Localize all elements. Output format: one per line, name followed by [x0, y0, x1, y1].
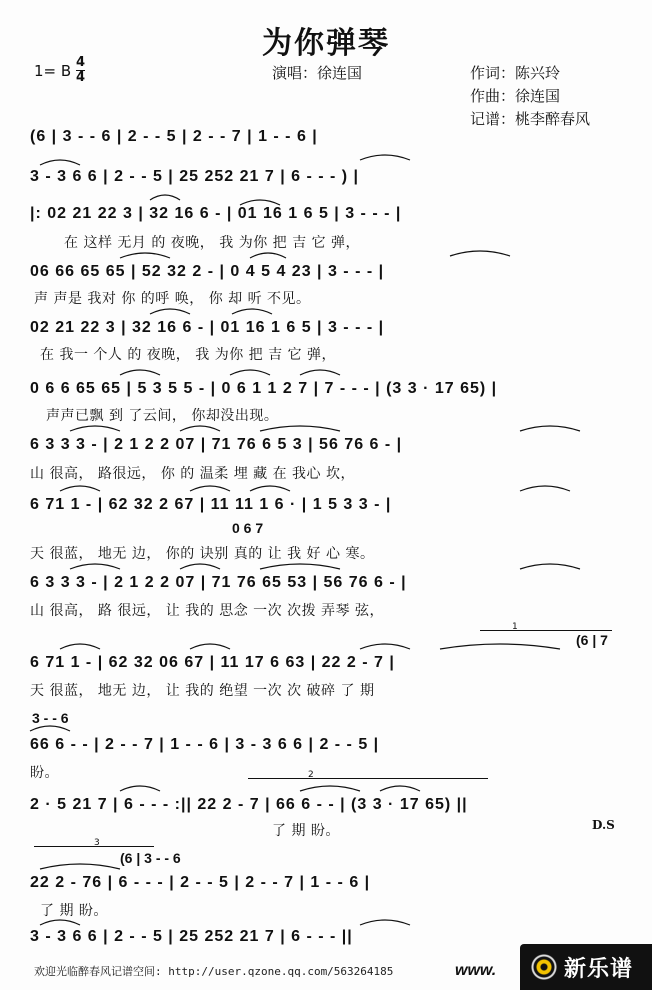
composer-credit: 作曲：徐连国: [470, 87, 561, 105]
lyric-line: 盼。: [30, 765, 59, 781]
time-signature-top: 4: [76, 55, 86, 70]
notation-line: 02 21 22 3 | 32 16 6 - | 01 16 1 6 5 | 3 - - - |: [30, 319, 385, 336]
slur: [120, 253, 170, 258]
lyric-line: 了 期 盼。: [40, 903, 108, 919]
slur: [120, 370, 160, 375]
slur: [360, 644, 410, 649]
time-signature-bottom: 4: [76, 70, 86, 85]
lyric-line: 在 这样 无月 的 夜晚， 我 为你 把 吉 它 弹，: [64, 235, 361, 251]
notation-line: |: 02 21 22 3 | 32 16 6 - | 01 16 1 6 5 | 3 - - - |: [30, 205, 402, 222]
lyricist-credit: 作词：陈兴玲: [470, 64, 561, 82]
slur: [440, 644, 560, 649]
slur: [360, 920, 410, 925]
song-title: 为你弹琴: [262, 26, 390, 61]
notation-line: 6 3 3 3 - | 2 1 2 2 07 | 71 76 6 5 3 | 56 76 6 - |: [30, 436, 403, 453]
alt-notation: 0 6 7: [232, 520, 264, 536]
notation-line: 66 6 - - | 2 - - 7 | 1 - - 6 | 3 - 3 6 6 | 2 - - 5 |: [30, 736, 380, 753]
logo: [520, 944, 652, 990]
logo-text: 新乐谱: [564, 957, 634, 982]
slur: [260, 426, 340, 431]
transcriber-credit: 记谱：桃李醉春风: [470, 110, 591, 128]
slur: [60, 486, 100, 491]
slur: [360, 155, 410, 160]
disc-icon: [528, 951, 560, 983]
slur: [40, 864, 120, 869]
key-signature: 1= B: [34, 62, 72, 80]
slur: [40, 920, 80, 925]
slur: [250, 253, 286, 258]
slur: [232, 309, 272, 314]
notation-line: 22 2 - 76 | 6 - - - | 2 - - 5 | 2 - - 7 | 1 - - 6 |: [30, 874, 371, 891]
notation-line: 06 66 65 65 | 52 32 2 - | 0 4 5 4 23 | 3 - - - |: [30, 263, 385, 280]
lyric-line: 声 声是 我对 你 的呼 唤， 你 却 听 不见。: [34, 291, 311, 307]
notation-line: 2 · 5 21 7 | 6 - - - :|| 22 2 - 7 | 66 6 - - | (3 3 · 17 65) ||: [30, 796, 468, 813]
slur: [190, 486, 230, 491]
slur: [60, 644, 100, 649]
volta-number: 2: [308, 770, 314, 780]
slur: [70, 564, 120, 569]
alt-notation: 3 - - 6: [32, 710, 69, 726]
slur: [150, 195, 180, 200]
dal-segno-mark: D.S: [592, 818, 615, 832]
alt-notation: (6 | 7: [576, 632, 608, 648]
footer-link-text: 欢迎光临醉春风记谱空间: http://user.qzone.qq.com/563264185: [34, 965, 394, 978]
slur: [190, 644, 230, 649]
slur: [180, 426, 220, 431]
notation-line: (6 | 3 - - 6 | 2 - - 5 | 2 - - 7 | 1 - - 6 |: [30, 128, 318, 145]
site-watermark: www.: [455, 962, 497, 979]
notation-line: 0 6 6 65 65 | 5 3 5 5 - | 0 6 1 1 2 7 | 7 - - - | (3 3 · 17 65) |: [30, 380, 498, 397]
lyric-line: 天 很蓝， 地无 边， 你的 诀别 真的 让 我 好 心 寒。: [30, 546, 375, 562]
slur: [450, 251, 510, 256]
slur: [40, 160, 80, 165]
notation-line: 6 71 1 - | 62 32 06 67 | 11 17 6 63 | 22 2 - 7 |: [30, 654, 395, 671]
lyric-line: 山 很高， 路 很远， 让 我的 思念 一次 次拨 弄琴 弦，: [30, 603, 385, 619]
notation-line: 3 - 3 6 6 | 2 - - 5 | 25 252 21 7 | 6 - - - ||: [30, 928, 353, 945]
slur: [380, 786, 420, 791]
slur: [300, 786, 360, 791]
lyric-line: 了 期 盼。: [272, 823, 340, 839]
singer-credit: 演唱：徐连国: [272, 64, 363, 82]
slur: [520, 564, 580, 569]
lyric-line: 天 很蓝， 地无 边， 让 我的 绝望 一次 次 破碎 了 期: [30, 683, 375, 699]
slur: [300, 370, 340, 375]
slur: [520, 486, 570, 491]
slur: [240, 200, 280, 205]
slur: [150, 309, 190, 314]
lyric-line: 山 很高， 路很远， 你 的 温柔 埋 藏 在 我心 坎，: [30, 466, 356, 482]
lyric-line: 声声已飘 到 了云间， 你却没出现。: [46, 408, 279, 424]
alt-notation: (6 | 3 - - 6: [120, 850, 181, 866]
slur: [120, 786, 160, 791]
notation-line: 6 71 1 - | 62 32 2 67 | 11 11 1 6 · | 1 5 3 3 - |: [30, 496, 392, 513]
slur: [30, 726, 70, 731]
notation-line: 6 3 3 3 - | 2 1 2 2 07 | 71 76 65 53 | 56 76 6 - |: [30, 574, 407, 591]
slur: [180, 564, 220, 569]
slur: [260, 564, 340, 569]
volta-number: 3: [94, 838, 100, 848]
slur: [230, 370, 270, 375]
volta-number: 1: [512, 622, 518, 632]
lyric-line: 在 我一 个人 的 夜晚， 我 为你 把 吉 它 弹，: [40, 347, 337, 363]
slur: [70, 426, 120, 431]
notation-line: 3 - 3 6 6 | 2 - - 5 | 25 252 21 7 | 6 - - - ) |: [30, 168, 360, 185]
slur: [250, 486, 290, 491]
slur: [520, 426, 580, 431]
